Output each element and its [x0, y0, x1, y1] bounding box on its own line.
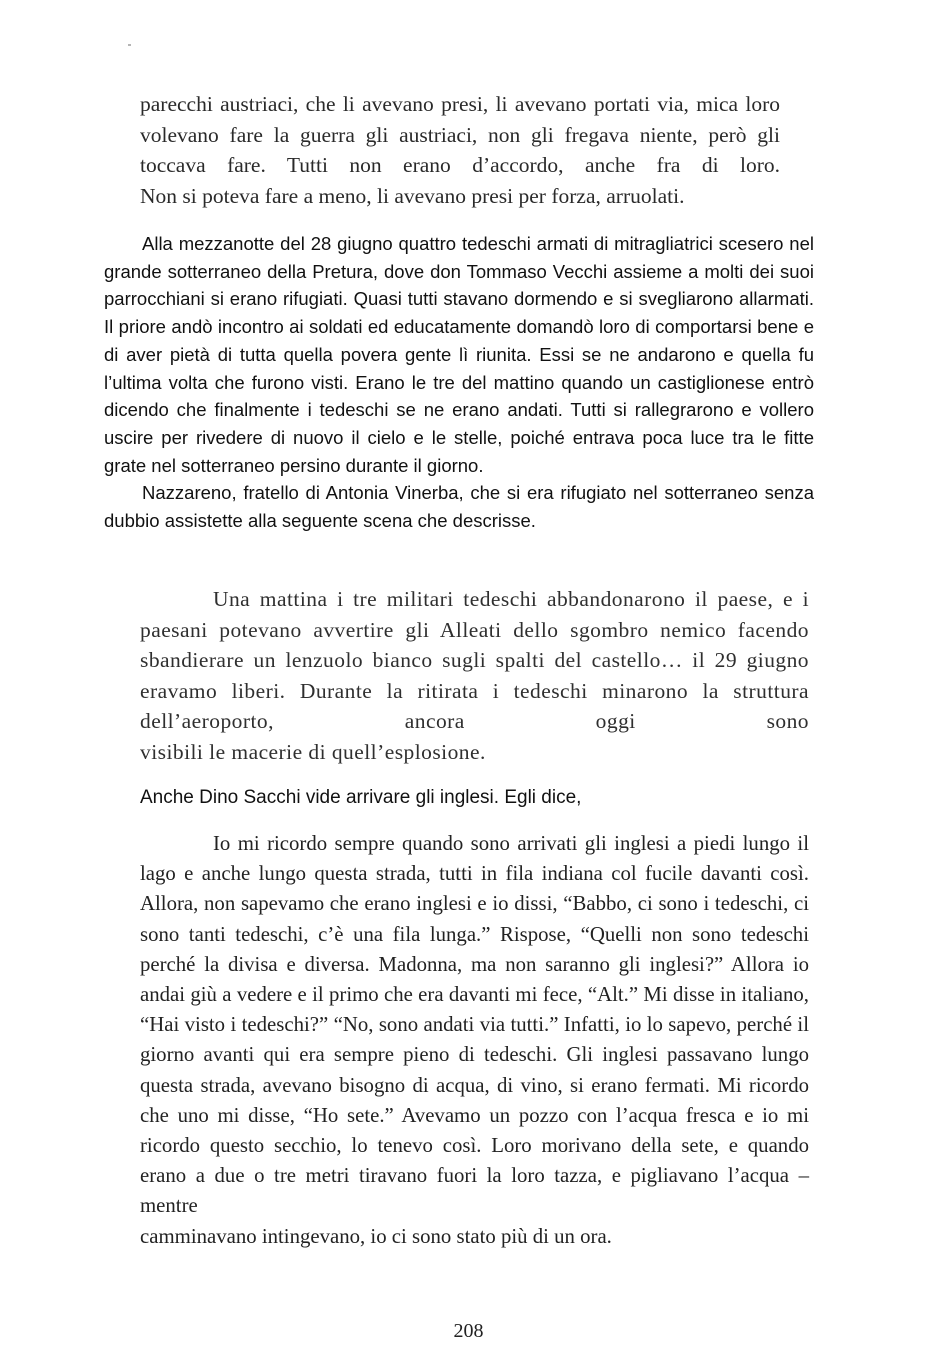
quote-dino-last-line: camminavano intingevano, io ci sono stato più di un ora. [140, 1224, 612, 1248]
quote-austrians-last-line: Non si poteva fare a meno, li avevano presi per forza, arruolati. [140, 183, 685, 208]
quote-dino [140, 829, 809, 1252]
narrative-paragraph-2: Nazzareno, fratello di Antonia Vinerba, che si era rifugiato nel sotterraneo senza dubbio assistette alla seguente scena che descrisse. [104, 482, 814, 532]
quote-austrians-text: parecchi austriaci, che li avevano presi, li avevano portati via, mica loro volevano fare la guerra gli austriaci, non gli fregava niente, però gli toccava fare. Tutti non erano d’accordo, anche fra di loro. [140, 92, 780, 177]
quote-soldiers-last-line: visibili le macerie di quell’esplosione. [140, 739, 486, 764]
quote-soldiers-text: Una mattina i tre militari tedeschi abbandonarono il paese, e i paesani potevano avvertire gli Alleati dello sgombro nemico facendo sbandierare un lenzuolo bianco sugli spalti del castello… il 29 giugno eravamo liberi. Durante la ritirata i tedeschi minarono la struttura dell’aeroporto, ancora oggi sono [140, 587, 809, 733]
narrative-paragraph-1: Alla mezzanotte del 28 giugno quattro tedeschi armati di mitragliatrici scesero nel grande sotterraneo della Pretura, dove don Tommaso Vecchi assieme a molti dei suoi parrocchiani si erano rifugiati. Quasi tutti stavano dormendo e si svegliarono allarmati. Il priore andò incontro ai soldati ed educatamente domandò loro di comportarsi bene e di aver pietà di tutta quella povera gente lì riunita. Essi se ne andarono e quella fu l’ultima volta che furono visti. Erano le tre del mattino quando un castiglionese entrò dicendo che finalmente i tedeschi se ne erano andati. Tutti si rallegrarono e vollero uscire per rivedere di nuovo il cielo e le stelle, poiché entrava poca luce tra le fitte grate nel sotterraneo persino durante il giorno. [104, 233, 814, 476]
page-number: 208 [453, 1320, 484, 1342]
quote-dino-text: Io mi ricordo sempre quando sono arrivati gli inglesi a piedi lungo il lago e anche lungo questa strada, tutti in fila indiana col fucile davanti così. Allora, non sapevamo che erano inglesi e io dissi, “Babbo, ci sono i tedeschi, ci sono tanti tedeschi, c’è una fila lunga.” Rispose, “Quelli non sono tedeschi perché la divisa e diversa. Madonna, ma non saranno gli inglesi?” Allora io andai giù a vedere e il primo che era davanti mi fece, “Alt.” Mi disse in italiano, “Hai visto i tedeschi?” “No, sono andati via tutti.” Infatti, io lo sapevo, perché il giorno avanti qui era sempre pieno di tedeschi. Gli inglesi passavano lungo questa strada, avevano bisogno di acqua, di vino, si erano fermati. Mi ricordo che uno mi disse, “Ho sete.” Avevamo un pozzo con l’acqua fresca e io mi ricordo questo secchio, lo tenevo così. Loro morivano della sete, e quando erano a due o tre metri tiravano fuori la loro tazza, e pigliavano l’acqua – mentre [140, 832, 809, 1218]
quote-soldiers [140, 584, 809, 767]
scan-speck [128, 44, 131, 46]
narrative-section [104, 230, 814, 535]
dino-intro-paragraph: Anche Dino Sacchi vide arrivare gli inglesi. Egli dice, [140, 787, 582, 808]
quote-austrians [140, 89, 780, 211]
